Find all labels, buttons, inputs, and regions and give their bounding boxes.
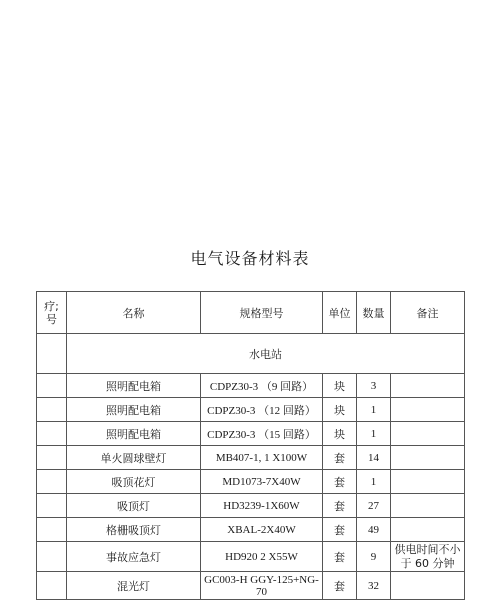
item-unit: 块 bbox=[323, 374, 357, 398]
item-qty: 49 bbox=[357, 518, 391, 542]
item-spec: MB407-1, 1 X100W bbox=[201, 446, 323, 470]
item-remarks bbox=[391, 374, 465, 398]
item-name: 照明配电箱 bbox=[67, 398, 201, 422]
item-remarks bbox=[391, 398, 465, 422]
table-row bbox=[37, 422, 465, 446]
item-unit: 套 bbox=[323, 542, 357, 572]
item-qty: 9 bbox=[357, 542, 391, 572]
header-qty: 数量 bbox=[357, 292, 391, 334]
header-spec: 规格型号 bbox=[201, 292, 323, 334]
item-name: 混光灯 bbox=[67, 572, 201, 600]
item-name: 照明配电箱 bbox=[67, 374, 201, 398]
item-unit: 块 bbox=[323, 398, 357, 422]
item-remarks bbox=[391, 470, 465, 494]
seq-cell bbox=[37, 572, 67, 600]
item-spec: MD1073-7X40W bbox=[201, 470, 323, 494]
header-unit: 单位 bbox=[323, 292, 357, 334]
seq-cell bbox=[37, 374, 67, 398]
header-name: 名称 bbox=[67, 292, 201, 334]
table-row bbox=[37, 374, 465, 398]
item-unit: 套 bbox=[323, 494, 357, 518]
item-remarks bbox=[391, 572, 465, 600]
seq-cell bbox=[37, 422, 67, 446]
item-unit: 套 bbox=[323, 572, 357, 600]
table-row bbox=[37, 542, 465, 572]
item-qty: 1 bbox=[357, 422, 391, 446]
item-name: 吸顶花灯 bbox=[67, 470, 201, 494]
header-row bbox=[37, 292, 465, 334]
item-qty: 27 bbox=[357, 494, 391, 518]
seq-cell bbox=[37, 398, 67, 422]
item-remarks bbox=[391, 494, 465, 518]
section-seq-cell bbox=[37, 334, 67, 374]
table-row bbox=[37, 494, 465, 518]
header-seq: 疗; 号 bbox=[37, 292, 67, 334]
item-spec: HD3239-1X60W bbox=[201, 494, 323, 518]
item-qty: 14 bbox=[357, 446, 391, 470]
item-qty: 32 bbox=[357, 572, 391, 600]
seq-cell bbox=[37, 542, 67, 572]
item-unit: 块 bbox=[323, 422, 357, 446]
item-remarks bbox=[391, 446, 465, 470]
header-remarks: 备注 bbox=[391, 292, 465, 334]
table-row bbox=[37, 446, 465, 470]
item-spec: XBAL-2X40W bbox=[201, 518, 323, 542]
item-name: 吸顶灯 bbox=[67, 494, 201, 518]
table-row bbox=[37, 398, 465, 422]
item-spec: CDPZ30-3 （9 回路） bbox=[201, 374, 323, 398]
item-spec: HD920 2 X55W bbox=[201, 542, 323, 572]
seq-cell bbox=[37, 446, 67, 470]
item-name: 照明配电箱 bbox=[67, 422, 201, 446]
item-spec: GC003-H GGY-125+NG-70 bbox=[201, 572, 323, 600]
item-spec: CDPZ30-3 （15 回路） bbox=[201, 422, 323, 446]
item-qty: 1 bbox=[357, 398, 391, 422]
item-qty: 1 bbox=[357, 470, 391, 494]
table-row bbox=[37, 518, 465, 542]
document-title: 电气设备材料表 bbox=[190, 249, 310, 268]
item-name: 格栅吸顶灯 bbox=[67, 518, 201, 542]
section-title: 水电站 bbox=[67, 334, 465, 374]
item-spec: CDPZ30-3 （12 回路） bbox=[201, 398, 323, 422]
item-unit: 套 bbox=[323, 470, 357, 494]
item-remarks bbox=[391, 422, 465, 446]
item-remarks bbox=[391, 518, 465, 542]
item-unit: 套 bbox=[323, 518, 357, 542]
section-row bbox=[37, 334, 465, 374]
table-row bbox=[37, 470, 465, 494]
item-remarks: 供电时间不小于 60 分钟 bbox=[391, 542, 465, 572]
table-row bbox=[37, 572, 465, 600]
item-name: 单火圆球壁灯 bbox=[67, 446, 201, 470]
seq-cell bbox=[37, 518, 67, 542]
materials-table bbox=[36, 291, 465, 600]
item-name: 事故应急灯 bbox=[67, 542, 201, 572]
seq-cell bbox=[37, 494, 67, 518]
seq-cell bbox=[37, 470, 67, 494]
item-qty: 3 bbox=[357, 374, 391, 398]
item-unit: 套 bbox=[323, 446, 357, 470]
